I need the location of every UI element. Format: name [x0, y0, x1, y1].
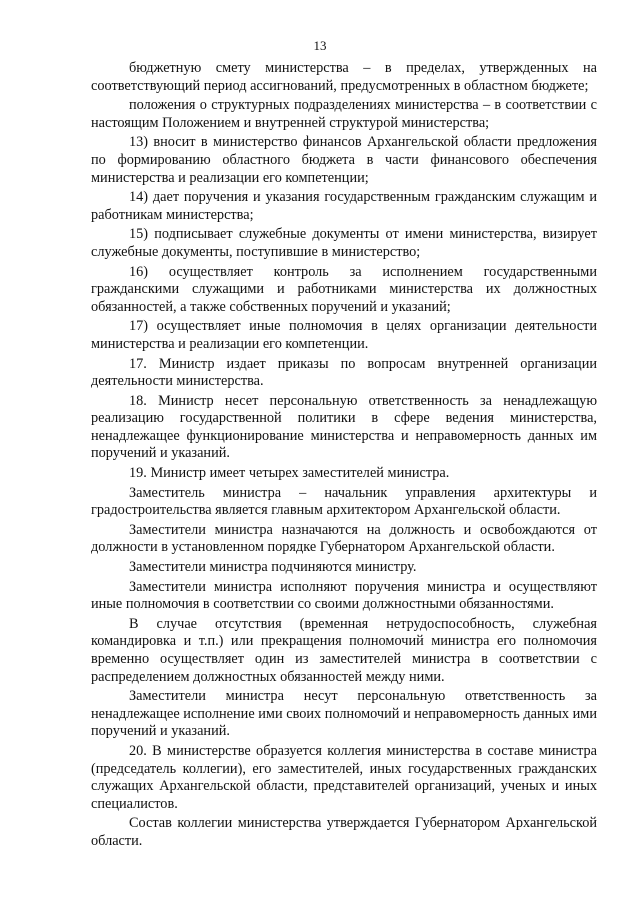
paragraph: 17) осуществляет иные полномочия в целях организации деятельности министерства и реализации его компетенции.: [91, 318, 597, 352]
paragraph: Заместители министра подчиняются министру.: [129, 559, 417, 576]
paragraph: бюджетную смету министерства – в пределах, утвержденных на соответствующий период ассигнований, предусмотренных в областном бюджете;: [91, 60, 597, 94]
paragraph: 14) дает поручения и указания государственным гражданским служащим и работникам министерства;: [91, 189, 597, 223]
paragraph: 13) вносит в министерство финансов Архангельской области предложения по формированию областного бюджета в части финансового обеспечения министерства и реализации его компетенции;: [91, 134, 597, 186]
paragraph: Состав коллегии министерства утверждается Губернатором Архангельской области.: [91, 815, 597, 849]
paragraph: В случае отсутствия (временная нетрудоспособность, служебная командировка и т.п.) или прекращения полномочий министра его полномочия временно осуществляет один из заместителей министра в соответствии с распределением должностных обязанностей между ними.: [91, 615, 597, 685]
paragraph: Заместители министра назначаются на должность и освобождаются от должности в установленном порядке Губернатором Архангельской области.: [91, 521, 597, 556]
paragraph: Заместители министра несут персональную ответственность за ненадлежащее исполнение ими своих полномочий и неправомерность данных ими поручений и указаний.: [91, 688, 597, 740]
paragraph: положения о структурных подразделениях министерства – в соответствии с настоящим Положением и внутренней структурой министерства;: [91, 97, 597, 131]
paragraph: 18. Министр несет персональную ответственность за ненадлежащую реализацию государственной политики в сфере ведения министерства, ненадлежащее функционирование министерства и неправомерность данных им поручений и указаний.: [91, 392, 597, 462]
paragraph: 15) подписывает служебные документы от имени министерства, визирует служебные документы, поступившие в министерство;: [91, 226, 597, 260]
paragraph: 16) осуществляет контроль за исполнением государственными гражданскими служащими и работниками министерства их должностных обязанностей, а также собственных поручений и указаний;: [91, 263, 597, 315]
paragraph: Заместители министра исполняют поручения министра и осуществляют иные полномочия в соответствии со своими должностными обязанностями.: [91, 578, 597, 613]
paragraph: 17. Министр издает приказы по вопросам внутренней организации деятельности министерства.: [91, 355, 597, 390]
paragraph: Заместитель министра – начальник управления архитектуры и градостроительства является главным архитектором Архангельской области.: [91, 484, 597, 519]
page-number: 13: [313, 38, 327, 53]
paragraph: 19. Министр имеет четырех заместителей министра.: [129, 465, 450, 482]
paragraph: 20. В министерстве образуется коллегия министерства в составе министра (председатель коллегии), его заместителей, иных государственных гражданских служащих Архангельской области, представителей организаций, ученых и иных специалистов.: [91, 742, 597, 812]
document-body: [91, 60, 597, 853]
